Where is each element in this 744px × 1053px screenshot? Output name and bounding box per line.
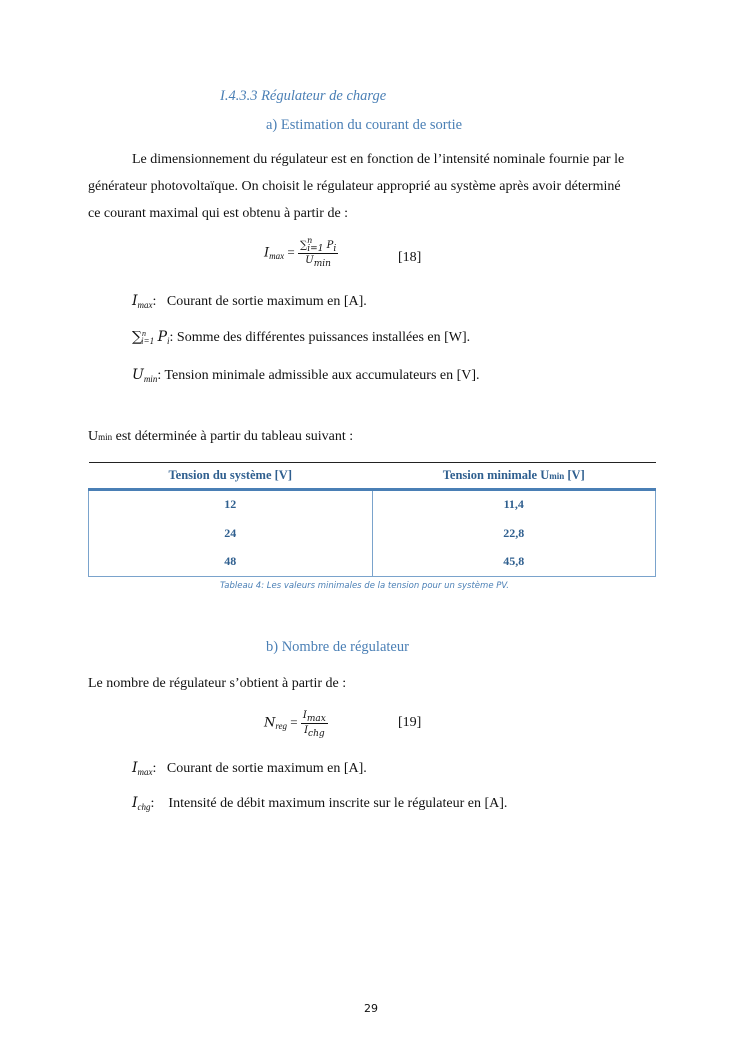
- equation-18: [264, 236, 338, 269]
- subsection-a-heading: a) Estimation du courant de sortie: [266, 117, 463, 133]
- umin-symbol: U: [88, 429, 99, 444]
- table-row: [89, 548, 656, 577]
- def-symbol: ∑: [132, 329, 142, 345]
- equation-number-18: [18]: [398, 250, 422, 265]
- table-cell: 48: [89, 548, 373, 577]
- sum-upper: n: [307, 236, 313, 245]
- def-text: : Tension minimale admissible aux accumulateurs en [V].: [157, 368, 480, 383]
- den-var: U: [305, 255, 314, 266]
- eq19-lhs: N: [264, 715, 276, 731]
- paragraph-line: ce courant maximal qui est obtenu à partir de :: [88, 206, 349, 221]
- den-sub: chg: [308, 729, 325, 739]
- den-var: I: [304, 725, 309, 736]
- umin-sentence: [88, 423, 353, 451]
- definition-sum: [132, 324, 470, 352]
- table-cell: 12: [89, 490, 373, 519]
- equals-sign: =: [290, 714, 298, 730]
- header-unit: [V]: [564, 468, 585, 482]
- eq18-fraction: [298, 236, 338, 269]
- power-var-sub: i: [333, 244, 337, 254]
- def-symbol: I: [132, 760, 138, 776]
- def-symbol: I: [132, 795, 138, 811]
- def-sep: :: [152, 294, 157, 309]
- eq18-lhs-sub: max: [269, 251, 285, 262]
- def-sub: i=1: [141, 336, 155, 346]
- table-cell: 24: [89, 519, 373, 548]
- table-header-min: [372, 463, 656, 490]
- paragraph2: Le nombre de régulateur s’obtient à partir de :: [88, 676, 347, 691]
- def-sup: n: [142, 329, 146, 338]
- definition-imax: [132, 288, 367, 316]
- paragraph-line: Le dimensionnement du régulateur est en fonction de l’intensité nominale fournie par le: [132, 152, 625, 167]
- power-var: P: [326, 240, 334, 251]
- subsection-b-heading: b) Nombre de régulateur: [266, 639, 409, 655]
- def-text: Courant de sortie maximum en [A].: [166, 294, 367, 309]
- definition-ichg: [132, 790, 507, 818]
- def-var-sub: i: [167, 336, 170, 346]
- paragraph-line: générateur photovoltaïque. On choisit le régulateur approprié au système après avoir déterminé: [88, 179, 621, 194]
- umin-sub: min: [98, 432, 113, 442]
- def-text: : Somme des différentes puissances installées en [W].: [169, 330, 471, 345]
- def-var: P: [157, 329, 167, 345]
- table-caption: Tableau 4: Les valeurs minimales de la tension pour un système PV.: [220, 581, 509, 591]
- table-cell: 22,8: [372, 519, 656, 548]
- eq19-fraction: [301, 710, 328, 737]
- den-sub: min: [313, 259, 331, 269]
- table-row: [89, 490, 656, 519]
- def-sep: :: [150, 796, 155, 811]
- def-symbol-sub: max: [137, 767, 153, 777]
- equation-19: [264, 710, 328, 737]
- def-symbol-sub: chg: [137, 802, 151, 812]
- eq19-lhs-sub: reg: [275, 721, 288, 732]
- table-row: [89, 519, 656, 548]
- table-cell: 11,4: [372, 490, 656, 519]
- def-symbol: U: [132, 367, 144, 383]
- sum-lower: i=1: [307, 244, 324, 254]
- section-heading: I.4.3.3 Régulateur de charge: [220, 88, 387, 104]
- def-symbol-sub: min: [143, 374, 158, 384]
- def-symbol-sub: max: [137, 300, 153, 310]
- page-number: 29: [364, 1002, 378, 1015]
- sum-symbol: ∑: [299, 240, 308, 251]
- def-symbol: I: [132, 293, 138, 309]
- voltage-table: [88, 462, 656, 577]
- umin-text: est déterminée à partir du tableau suivant :: [112, 429, 354, 444]
- num-var: I: [302, 710, 307, 721]
- equation-number-19: [19]: [398, 715, 422, 730]
- num-sub: max: [306, 714, 326, 724]
- table-cell: 45,8: [372, 548, 656, 577]
- definition-imax-2: [132, 755, 367, 783]
- table-header-system: Tension du système [V]: [89, 463, 373, 490]
- definition-umin: [132, 362, 480, 390]
- header-text: Tension minimale U: [442, 468, 550, 482]
- def-text: Courant de sortie maximum en [A].: [166, 761, 367, 776]
- def-sep: :: [152, 761, 157, 776]
- equals-sign: =: [287, 244, 295, 260]
- header-sub: min: [549, 471, 565, 481]
- def-text: Intensité de débit maximum inscrite sur le régulateur en [A].: [168, 796, 508, 811]
- eq18-lhs: I: [264, 245, 270, 261]
